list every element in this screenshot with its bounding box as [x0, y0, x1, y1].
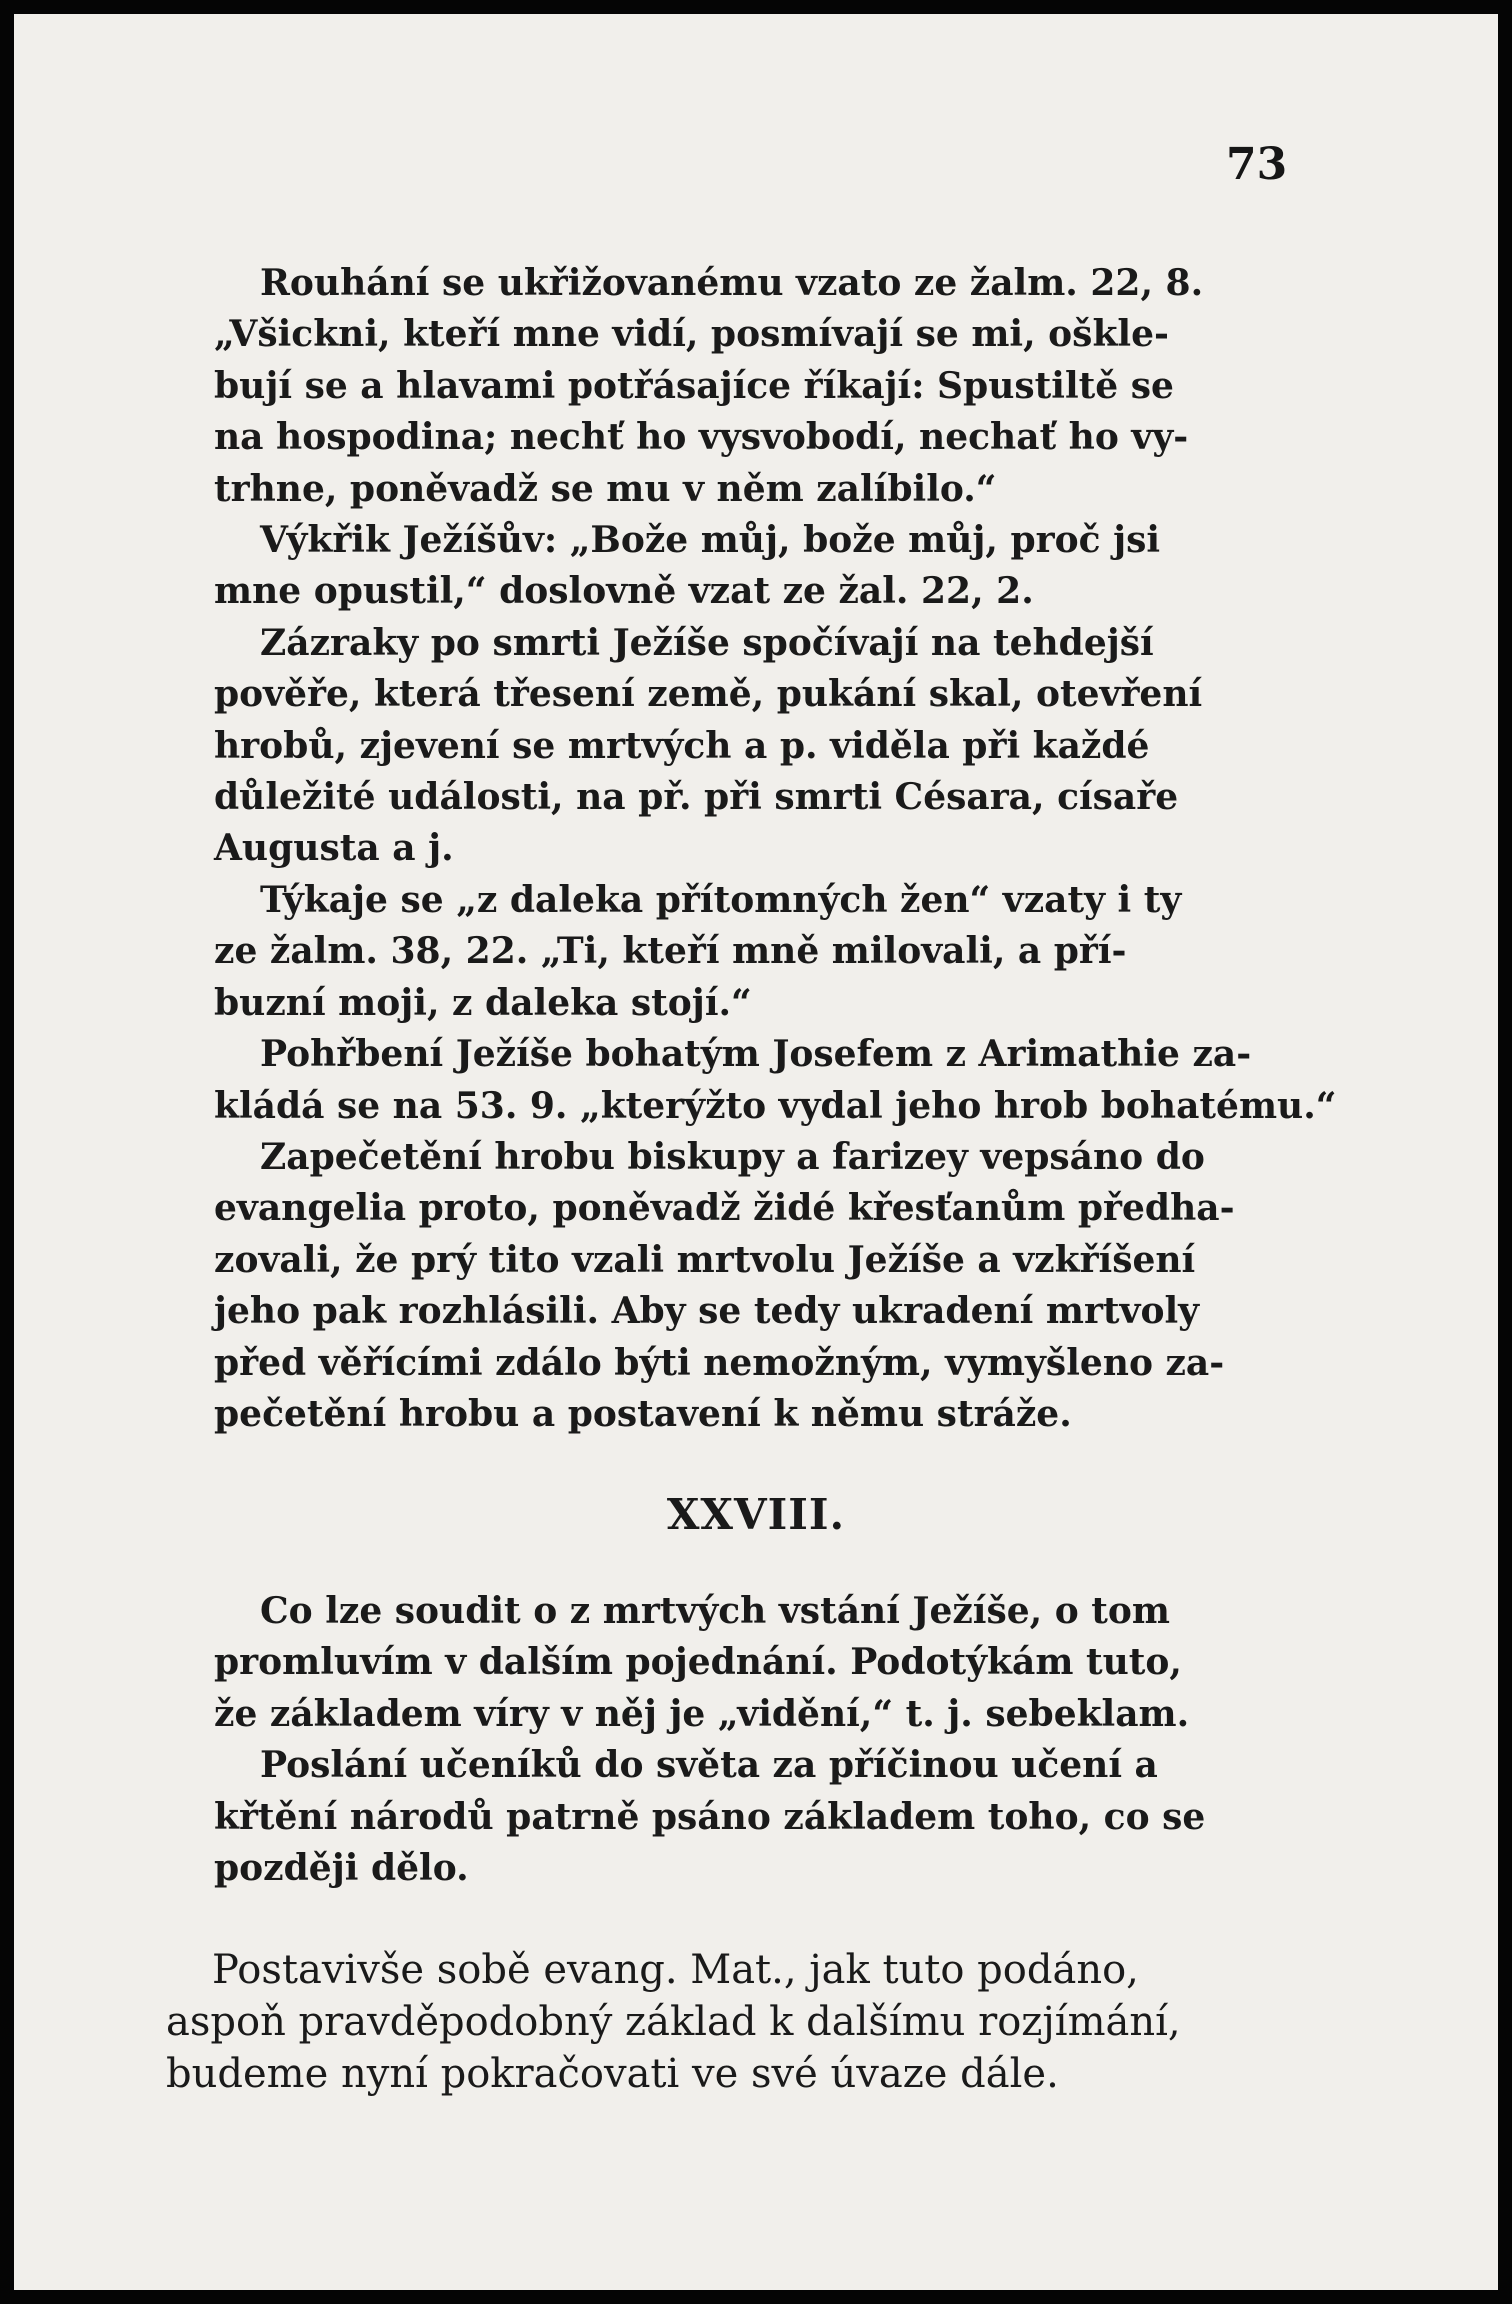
text-line: Co lze soudit o z mrtvých vstání Ježíše, o tom	[260, 1590, 1170, 1632]
chapter-text	[214, 1586, 1288, 1894]
text-line: ze žalm. 38, 22. „Ti, kteří mně milovali, a pří-	[214, 930, 1127, 973]
text-line: hrobů, zjevení se mrtvých a p. viděla při každé	[214, 724, 1150, 767]
text-line: Poslání učeníků do světa za příčinou učení a	[260, 1744, 1158, 1787]
text-line: Rouhání se ukřižovanému vzato ze žalm. 22, 8.	[260, 262, 1204, 304]
text-line: promluvím v dalším pojednání. Podotýkám tuto,	[214, 1641, 1182, 1684]
text-line: budeme nyní pokračovati ve své úvaze dále.	[166, 2051, 1059, 2097]
text-line: „Všickni, kteří mne vidí, posmívají se mi, oškle-	[214, 313, 1169, 356]
text-line: Zapečetění hrobu biskupy a farizey vepsáno do	[260, 1135, 1205, 1178]
text-line: Pohřbení Ježíše bohatým Josefem z Arimathie za-	[260, 1033, 1252, 1076]
book-page	[14, 14, 1498, 2290]
text-line: Postavivše sobě evang. Mat., jak tuto podáno,	[212, 1947, 1139, 1993]
text-line: evangelia proto, poněvadž židé křesťanům předha-	[214, 1187, 1235, 1230]
text-line: jeho pak rozhlásili. Aby se tedy ukradení mrtvoly	[214, 1290, 1200, 1333]
text-line: kládá se na 53. 9. „kterýžto vydal jeho hrob bohatému.“	[214, 1084, 1337, 1127]
text-line: na hospodina; nechť ho vysvobodí, nechať ho vy-	[214, 416, 1189, 459]
text-line: zovali, že prý tito vzali mrtvolu Ježíše a vzkříšení	[214, 1238, 1196, 1281]
text-line: buzní moji, z daleka stojí.“	[214, 981, 752, 1024]
text-line: Augusta a j.	[214, 827, 454, 870]
text-line: pověře, která třesení země, pukání skal, otevření	[214, 673, 1203, 716]
text-line: trhne, poněvadž se mu v něm zalíbilo.“	[214, 467, 997, 510]
page-number: 73	[1226, 139, 1288, 190]
text-line: aspoň pravděpodobný základ k dalšímu rozjímání,	[166, 1999, 1181, 2045]
text-line: křtění národů patrně psáno základem toho, co se	[214, 1795, 1206, 1838]
text-line: před věřícími zdálo býti nemožným, vymyšleno za-	[214, 1341, 1225, 1384]
text-line: Týkaje se „z daleka přítomných žen“ vzaty i ty	[260, 878, 1182, 921]
chapter-heading: XXVIII.	[666, 1490, 846, 1539]
text-line: později dělo.	[214, 1847, 469, 1890]
notes-text	[214, 258, 1337, 1440]
text-line: Zázraky po smrti Ježíše spočívají na tehdejší	[260, 621, 1154, 664]
closing-text	[166, 1944, 1288, 2100]
text-line: Výkřik Ježíšův: „Bože můj, bože můj, proč jsi	[260, 519, 1161, 562]
text-line: důležité události, na př. při smrti Césara, císaře	[214, 776, 1179, 819]
text-line: bují se a hlavami potřásajíce říkají: Spustiltě se	[214, 364, 1174, 407]
text-line: mne opustil,“ doslovně vzat ze žal. 22, 2.	[214, 570, 1034, 613]
text-line: že základem víry v něj je „vidění,“ t. j. sebeklam.	[214, 1692, 1190, 1735]
text-line: pečetění hrobu a postavení k němu stráže.	[214, 1392, 1072, 1435]
